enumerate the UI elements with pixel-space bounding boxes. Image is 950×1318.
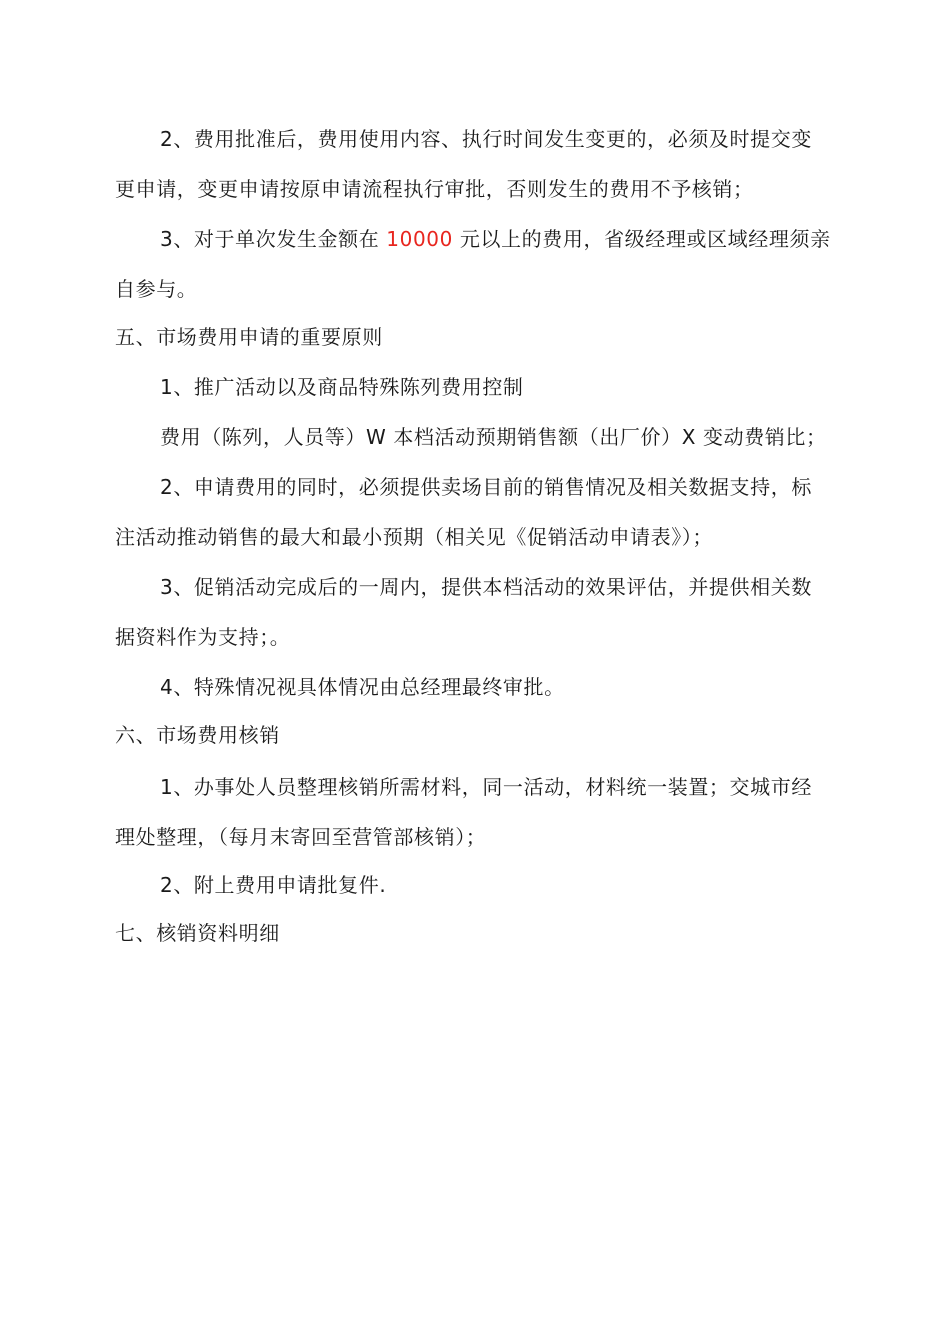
paragraph-promotion-control	[115, 362, 860, 412]
section-heading-5	[115, 312, 860, 362]
text-line: 注活动推动销售的最大和最小预期（相关见《促销活动申请表》）；	[115, 525, 713, 549]
paragraph-attach-approval	[115, 860, 860, 910]
text-line: 3、促销活动完成后的一周内，提供本档活动的效果评估，并提供相关数	[160, 575, 812, 599]
text-line: 4、特殊情况视具体情况由总经理最终审批。	[160, 675, 565, 699]
section-heading-7	[115, 908, 860, 958]
text-line: 理处整理，（每月末寄回至营管部核销）；	[115, 825, 487, 849]
text-line: 自参与。	[115, 277, 198, 301]
paragraph-large-expense	[115, 214, 860, 314]
paragraph-expense-formula	[115, 412, 860, 462]
text-segment: 元以上的费用，省级经理或区域经理须亲	[452, 227, 831, 251]
text-line: 1、推广活动以及商品特殊陈列费用控制	[160, 375, 524, 399]
text-line: 1、办事处人员整理核销所需材料，同一活动，材料统一装置；交城市经	[160, 775, 812, 799]
text-line: 据资料作为支持；。	[115, 625, 291, 649]
paragraph-special-cases	[115, 662, 860, 712]
text-segment: 3、对于单次发生金额在	[160, 227, 387, 251]
section-heading-6	[115, 710, 860, 760]
highlighted-amount: 10000	[386, 227, 453, 251]
heading-text: 六、市场费用核销	[115, 723, 280, 747]
paragraph-change-application	[115, 114, 860, 214]
paragraph-effect-evaluation	[115, 562, 860, 662]
text-line: 费用（陈列，人员等）W 本档活动预期销售额（出厂价）X 变动费销比；	[160, 425, 827, 449]
text-line: 更申请，变更申请按原申请流程执行审批，否则发生的费用不予核销；	[115, 177, 754, 201]
text-line: 2、费用批准后，费用使用内容、执行时间发生变更的，必须及时提交变	[160, 127, 812, 151]
text-line: 2、附上费用申请批复件.	[160, 873, 387, 897]
paragraph-sales-data	[115, 462, 860, 562]
text-line	[115, 214, 860, 264]
paragraph-office-materials	[115, 762, 860, 862]
heading-text: 五、市场费用申请的重要原则	[115, 325, 383, 349]
text-line: 2、申请费用的同时，必须提供卖场目前的销售情况及相关数据支持，标	[160, 475, 812, 499]
heading-text: 七、核销资料明细	[115, 921, 280, 945]
